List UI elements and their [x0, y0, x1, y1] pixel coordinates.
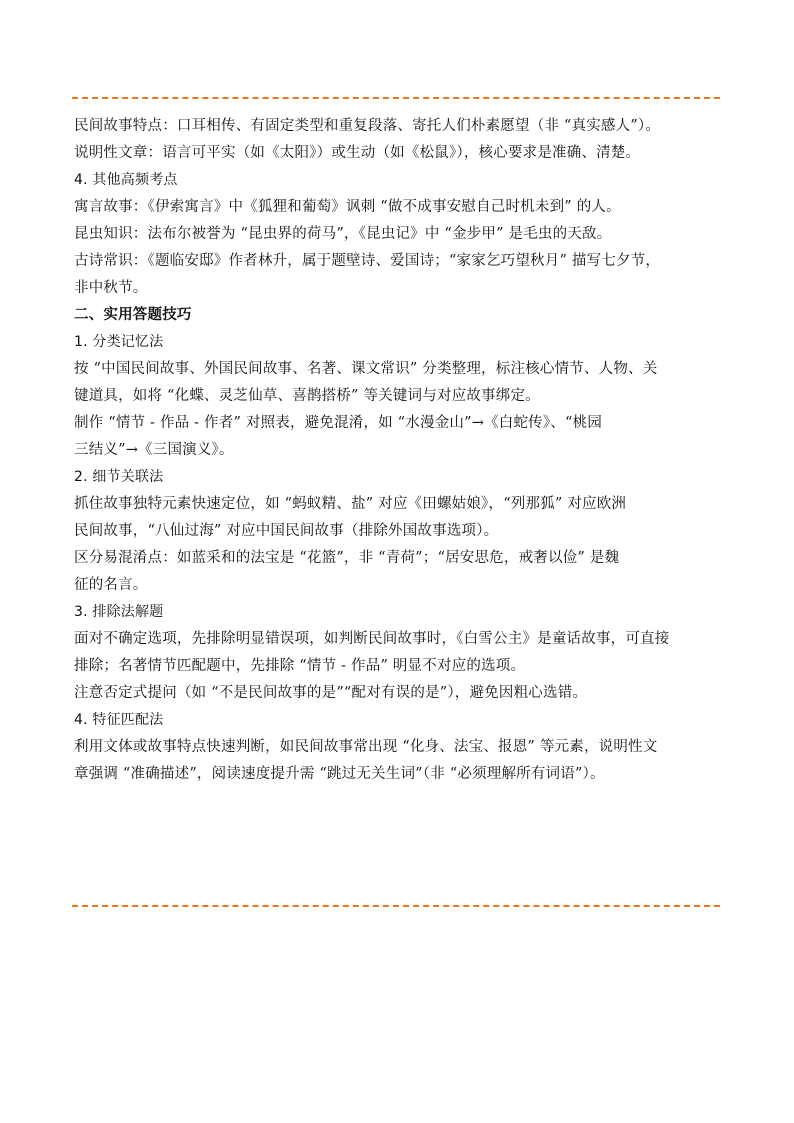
text-line: 征的名言。	[74, 577, 148, 593]
text-line: 抓住故事独特元素快速定位，如 “蚂蚁精、盐” 对应《田螺姑娘》，“列那狐” 对应欧洲	[74, 496, 627, 512]
text-line: 按 “中国民间故事、外国民间故事、名著、课文常识” 分类整理，标注核心情节、人物、关	[74, 361, 658, 377]
text-line: 制作 “情节 - 作品 - 作者” 对照表，避免混淆，如 “水漫金山”→《白蛇传》、“桃园	[74, 415, 603, 431]
text-line: 寓言故事：《伊索寓言》中《狐狸和葡萄》讽刺 “做不成事安慰自己时机未到” 的人。	[74, 199, 621, 215]
text-line: 注意否定式提问（如 “不是民间故事的是”“配对有误的是”），避免因粗心选错。	[74, 685, 588, 701]
text-line: 面对不确定选项，先排除明显错误项，如判断民间故事时，《白雪公主》是童话故事，可直接	[74, 631, 670, 647]
text-line: 非中秋节。	[74, 280, 148, 296]
top-divider	[72, 97, 720, 99]
text-line: 民间故事，“八仙过海” 对应中国民间故事（排除外国故事选项）。	[74, 523, 499, 539]
subsection-heading: 2. 细节关联法	[74, 469, 164, 485]
subsection-heading: 4. 其他高频考点	[74, 172, 178, 188]
text-line: 键道具，如将 “化蝶、灵芝仙草、喜鹊搭桥” 等关键词与对应故事绑定。	[74, 388, 540, 404]
text-line: 章强调 “准确描述”，阅读速度提升需 “跳过无关生词”（非 “必须理解所有词语”）。	[74, 766, 605, 782]
bottom-divider	[72, 905, 720, 907]
subsection-heading: 1. 分类记忆法	[74, 334, 164, 350]
document-body	[74, 113, 734, 788]
text-line: 利用文体或故事特点快速判断，如民间故事常出现 “化身、法宝、报恩” 等元素，说明性文	[74, 739, 658, 755]
text-line: 区分易混淆点：如蓝采和的法宝是 “花篮”，非 “青荷”；“居安思危，戒奢以俭” 是魏	[74, 550, 620, 566]
text-line: 民间故事特点：口耳相传、有固定类型和重复段落、寄托人们朴素愿望（非 “真实感人”）。	[74, 118, 661, 134]
text-line: 排除；名著情节匹配题中，先排除 “情节 - 作品” 明显不对应的选项。	[74, 658, 526, 674]
text-line: 古诗常识：《题临安邸》作者林升，属于题壁诗、爱国诗；“家家乞巧望秋月” 描写七夕节，	[74, 253, 661, 269]
subsection-heading: 4. 特征匹配法	[74, 712, 164, 728]
text-line: 三结义”→《三国演义》。	[74, 442, 234, 458]
text-line: 昆虫知识：法布尔被誉为 “昆虫界的荷马”，《昆虫记》中 “金步甲” 是毛虫的天敌。	[74, 226, 612, 242]
text-line: 说明性文章：语言可平实（如《太阳》）或生动（如《松鼠》），核心要求是准确、清楚。	[74, 145, 641, 161]
section-heading: 二、实用答题技巧	[74, 307, 192, 323]
subsection-heading: 3. 排除法解题	[74, 604, 164, 620]
